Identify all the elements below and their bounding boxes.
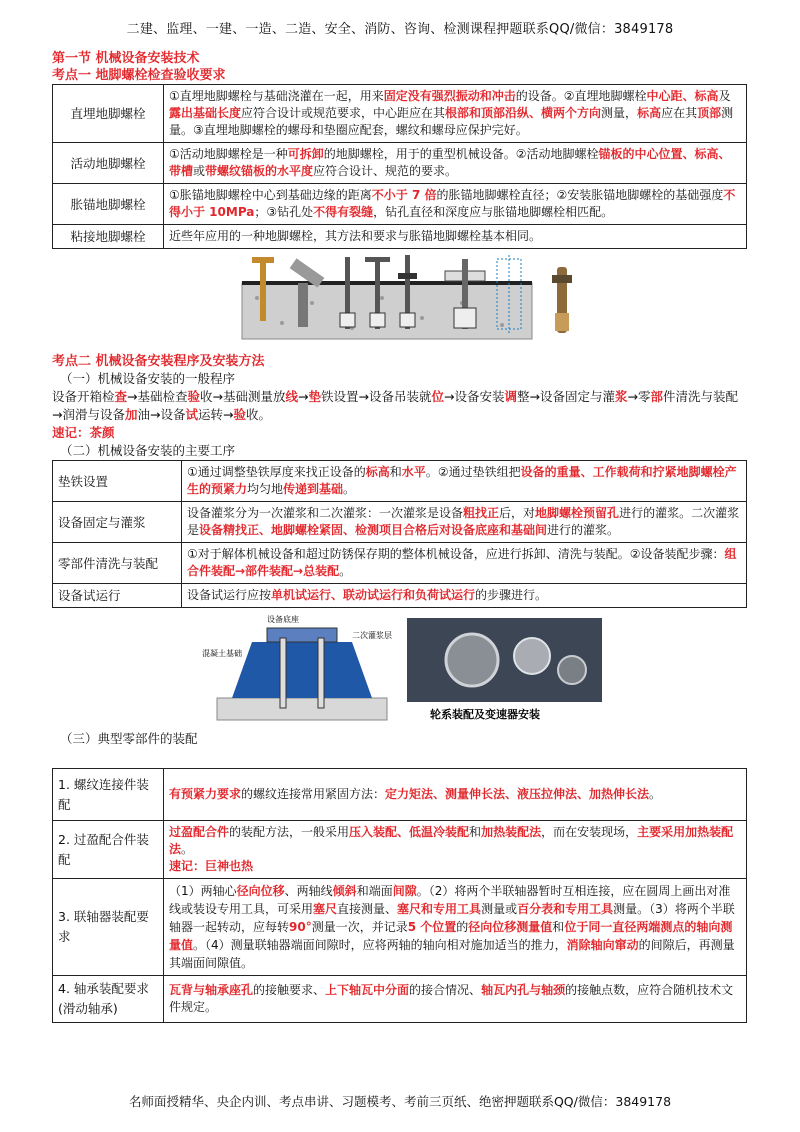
procedure-flow: 设备开箱检查→基础检查验收→基础测量放线→垫铁设置→设备吊装就位→设备安装调整→设备固定与灌浆→零部件清洗与装配→润滑与设备加油→设备试运转→验收。 [52, 389, 739, 422]
label-concrete: 混凝土基础 [202, 649, 242, 658]
anchor-bolt-table [52, 84, 747, 249]
row-key: 胀锚地脚螺栓 [53, 184, 164, 225]
row-content: 近些年应用的一种地脚螺栓，其方法和要求与胀锚地脚螺栓基本相同。 [164, 225, 747, 249]
equipment-base [267, 628, 337, 642]
row-key: 2. 过盈配合件装配 [53, 821, 164, 879]
table-row [53, 769, 747, 821]
row-key: 1. 螺纹连接件装配 [53, 769, 164, 821]
table-row [53, 879, 747, 976]
row-content: ①活动地脚螺栓是一种可拆卸的地脚螺栓，用于的重型机械设备。②活动地脚螺栓锚板的中心位置、标高、带槽或带螺纹锚板的水平度应符合设计、规范的要求。 [164, 143, 747, 184]
table-row [53, 502, 747, 543]
grouting-figure [52, 612, 747, 724]
concrete-base [242, 283, 532, 339]
content [52, 50, 747, 1023]
row-content: （1）两轴心径向位移、两轴线倾斜和端面间隙。（2）将两个半联轴器暂时互相连接，应在圆周上画出对准线或装设专用工具，可采用塞尺直接测量、塞尺和专用工具测量或百分表和专用工具测量。（3）将两个半联轴器一起转动，应每转90°测量一次，并记录5 个位置的径向位移测量值和位于同一直径两端测点的轴向测量值。（4）测量联轴器端面间隙时，应将两轴的轴向相对施加适当的推力，消除轴向窜动的间隙后，再测量其端面间隙值。 [164, 879, 747, 976]
row-key: 设备试运行 [53, 584, 182, 608]
point2-title: 考点二 机械设备安装程序及安装方法 [52, 354, 265, 369]
base-block [232, 642, 372, 698]
table-row [53, 543, 747, 584]
point1-title: 考点一 地脚螺栓检查验收要求 [52, 68, 226, 83]
memo-1: 速记：茶颜 [52, 425, 115, 440]
expansion-bolt-photo [552, 267, 572, 333]
row-content: ①对于解体机械设备和超过防锈保存期的整体机械设备，应进行拆卸、清洗与装配。②设备装配步骤：组合件装配→部件装配→总装配。 [182, 543, 747, 584]
row-content: 瓦背与轴承座孔的接触要求、上下轴瓦中分面的接合情况、轴瓦内孔与轴颈的接触点数，应符合随机技术文件规定。 [164, 976, 747, 1023]
row-key: 设备固定与灌浆 [53, 502, 182, 543]
row-content: ①直埋地脚螺栓与基础浇灌在一起，用来固定没有强烈振动和冲击的设备。②直埋地脚螺栓中心距、标高及露出基础长度应符合设计或规范要求，中心距应在其根部和顶部沿纵、横两个方向测量，标高应在其顶部测量。③直埋地脚螺栓的螺母和垫圈应配套，螺纹和螺母应保护完好。 [164, 85, 747, 143]
row-key: 活动地脚螺栓 [53, 143, 164, 184]
row-content: ①通过调整垫铁厚度来找正设备的标高和水平。②通过垫铁组把设备的重量、工作载荷和拧紧地脚螺栓产生的预紧力均匀地传递到基础。 [182, 461, 747, 502]
subheading-2: （二）机械设备安装的主要工序 [60, 443, 236, 458]
table-row [53, 584, 747, 608]
photo-caption: 轮系装配及变速器安装 [430, 708, 540, 721]
label-grout: 二次灌浆层 [352, 631, 392, 640]
row-content: 有预紧力要求的螺纹连接常用紧固方法：定力矩法、测量伸长法、液压拉伸法、加热伸长法。 [164, 769, 747, 821]
row-content: ①胀锚地脚螺栓中心到基础边缘的距离不小于 7 倍的胀锚地脚螺栓直径；②安装胀锚地脚螺栓的基础强度不得小于 10MPa；③钻孔处不得有裂缝，钻孔直径和深度应与胀锚地脚螺栓相匹配。 [164, 184, 747, 225]
row-key: 粘接地脚螺栓 [53, 225, 164, 249]
row-content: 过盈配合件的装配方法，一般采用压入装配、低温冷装配和加热装配法，而在安装现场，主要采用加热装配法。 速记：巨神也热 [164, 821, 747, 879]
section-title: 第一节 机械设备安装技术 [52, 51, 200, 66]
table-row [53, 976, 747, 1023]
page-header: 二建、监理、一建、一造、二造、安全、消防、咨询、检测课程押题联系QQ/微信：3849178 [126, 22, 674, 37]
table-row [53, 85, 747, 143]
label-base: 设备底座 [267, 615, 299, 624]
procedure-table [52, 460, 747, 608]
anchor-bolt-figure [52, 253, 747, 341]
row-content: 设备灌浆分为一次灌浆和二次灌浆：一次灌浆是设备粗找正后，对地脚螺栓预留孔进行的灌浆。二次灌浆是设备精找正、地脚螺栓紧固、检测项目合格后对设备底座和基础间进行的灌浆。 [182, 502, 747, 543]
table-row [53, 143, 747, 184]
table-row [53, 461, 747, 502]
row-key: 4. 轴承装配要求(滑动轴承) [53, 976, 164, 1023]
row-key: 零部件清洗与装配 [53, 543, 182, 584]
table-row [53, 821, 747, 879]
page-footer: 名师面授精华、央企内训、考点串讲、习题模考、考前三页纸、绝密押题联系QQ/微信：3849178 [128, 1094, 672, 1109]
table-row [53, 225, 747, 249]
row-content: 设备试运行应按单机试运行、联动试运行和负荷试运行的步骤进行。 [182, 584, 747, 608]
row-key: 垫铁设置 [53, 461, 182, 502]
anchor-bolt-illustration [52, 253, 747, 341]
table-row [53, 184, 747, 225]
row-key: 直埋地脚螺栓 [53, 85, 164, 143]
row-key: 3. 联轴器装配要求 [53, 879, 164, 976]
parts-assembly-table [52, 768, 747, 1023]
grouting-illustration [52, 612, 747, 724]
subheading-3: （三）典型零部件的装配 [60, 731, 198, 746]
subheading-1: （一）机械设备安装的一般程序 [60, 371, 236, 386]
